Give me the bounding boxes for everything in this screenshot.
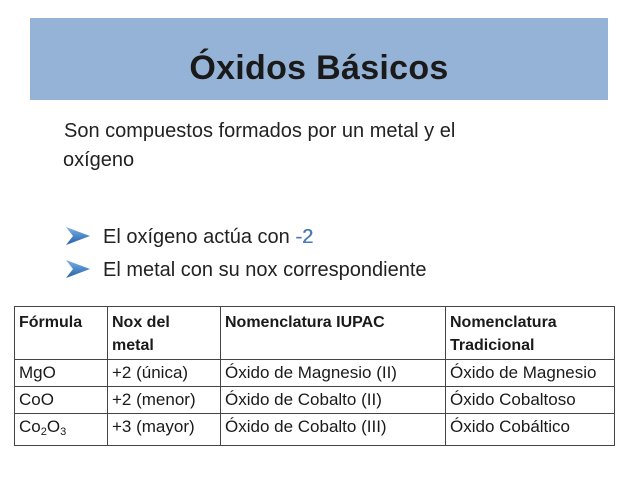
arrow-bullet-icon [66,227,90,245]
cell-tradicional: Óxido de Magnesio [446,360,615,387]
cell-tradicional: Óxido Cobáltico [446,414,615,446]
cell-iupac: Óxido de Magnesio (II) [221,360,446,387]
cell-nox: +2 (menor) [108,387,221,414]
cell-formula: MgO [15,360,108,387]
bullet-text: El oxígeno actúa con [103,226,296,248]
arrow-bullet-icon [66,260,90,278]
table-row [15,387,615,414]
cell-formula: $Co_2O_3$ [15,414,108,446]
cell-formula: CoO [15,387,108,414]
table-row [15,360,615,387]
cell-iupac: Óxido de Cobalto (III) [221,414,446,446]
header-iupac: Nomenclatura IUPAC [221,307,446,360]
intro-paragraph [63,117,583,175]
bullet-text: El metal con su nox correspondiente [103,259,427,281]
oxidation-number-highlight: -2 [295,226,314,248]
header-formula: Fórmula [15,307,108,360]
cell-nox: +2 (única) [108,360,221,387]
oxides-table [14,306,615,446]
header-tradicional: Nomenclatura Tradicional [446,307,615,360]
cell-nox: +3 (mayor) [108,414,221,446]
intro-line-2: oxígeno [63,149,135,171]
title-banner [30,18,608,100]
bullet-item-metal [66,258,427,282]
bullet-item-oxygen [66,225,313,249]
table-header-row [15,307,615,360]
slide-title: Óxidos Básicos [189,49,449,87]
cell-tradicional: Óxido Cobaltoso [446,387,615,414]
table-row [15,414,615,446]
header-nox: Nox del metal [108,307,221,360]
intro-line-1: Son compuestos formados por un metal y el [64,120,456,142]
cell-iupac: Óxido de Cobalto (II) [221,387,446,414]
